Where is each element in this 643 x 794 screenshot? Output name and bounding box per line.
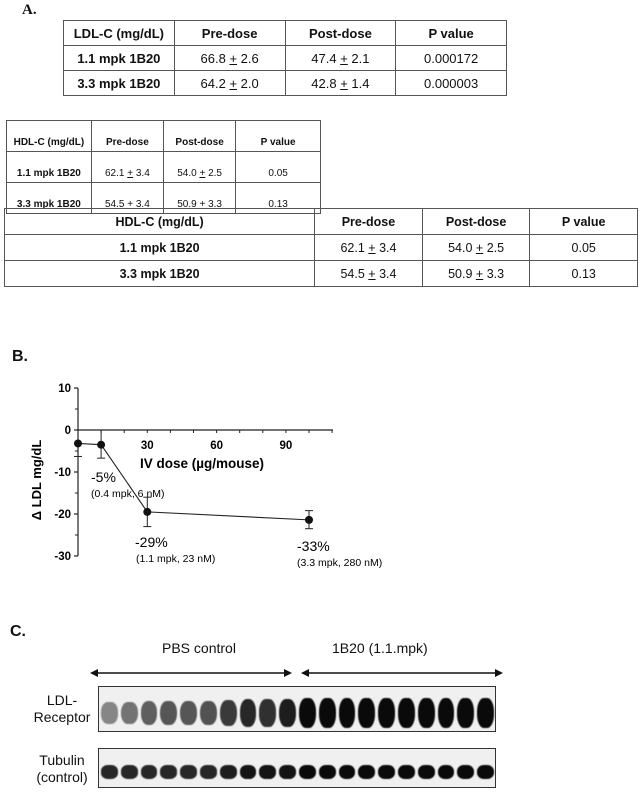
table-header: Post-dose	[285, 21, 396, 46]
table-row	[64, 71, 507, 96]
data-point	[74, 439, 82, 447]
table-header: P value	[530, 209, 638, 235]
blot-band	[378, 698, 395, 728]
table-header: Pre-dose	[315, 209, 423, 235]
pre-dose-cell: 66.8 + 2.6	[174, 46, 285, 71]
table-header: Post-dose	[163, 121, 235, 152]
table-header: Pre-dose	[174, 21, 285, 46]
annotation-pct: -33%	[297, 538, 330, 554]
row-label-ldlr: LDL- Receptor	[33, 692, 91, 725]
blot-band	[339, 698, 356, 728]
arrow-left-icon	[301, 669, 309, 677]
blot-band	[101, 765, 118, 778]
y-axis-ticks	[54, 383, 78, 563]
dose-response-chart	[0, 370, 420, 580]
blot-band	[358, 698, 375, 728]
blot-band	[240, 765, 257, 779]
annotation-detail: (1.1 mpk, 23 nM)	[136, 553, 216, 565]
post-dose-cell: 54.0 + 2.5	[163, 152, 235, 183]
pre-dose-cell: 64.2 + 2.0	[174, 71, 285, 96]
blot-band	[358, 765, 375, 779]
ldlr-blot	[98, 686, 496, 732]
pre-dose-cell: 62.1 + 3.4	[315, 235, 423, 261]
group-cell: 3.3 mpk 1B20	[7, 183, 92, 214]
svg-text:0: 0	[64, 425, 71, 437]
p-value-cell: 0.000003	[396, 71, 507, 96]
tubulin-blot	[98, 748, 496, 788]
blot-band	[418, 765, 435, 779]
annotation-pct: -29%	[135, 534, 168, 550]
pre-dose-cell: 54.5 + 3.4	[91, 183, 163, 214]
group-cell: 3.3 mpk 1B20	[5, 261, 315, 287]
blot-band	[339, 765, 356, 779]
data-point	[143, 508, 151, 516]
blot-band	[240, 699, 257, 727]
blot-band	[259, 699, 276, 726]
pre-dose-cell: 54.5 + 3.4	[315, 261, 423, 287]
annotation-detail: (0.4 mpk, 6 nM)	[91, 488, 165, 500]
group-arrows	[90, 666, 510, 680]
blot-band	[477, 698, 494, 728]
table-header: P value	[236, 121, 321, 152]
post-dose-cell: 42.8 + 1.4	[285, 71, 396, 96]
x-axis-ticks	[101, 430, 332, 452]
blot-band	[279, 765, 296, 779]
group-cell: 1.1 mpk 1B20	[5, 235, 315, 261]
table-row	[7, 152, 321, 183]
blot-band	[200, 701, 217, 726]
blot-band	[398, 765, 415, 779]
blot-band	[180, 701, 197, 726]
table-row	[5, 235, 638, 261]
blot-band	[220, 700, 237, 727]
table-header: HDL-C (mg/dL)	[7, 121, 92, 152]
p-value-cell: 0.000172	[396, 46, 507, 71]
svg-text:60: 60	[210, 440, 223, 452]
table-header: Post-dose	[422, 209, 530, 235]
arrow-right-icon	[495, 669, 503, 677]
blot-band	[378, 765, 395, 779]
table-header-row	[64, 21, 507, 46]
table-header: Pre-dose	[91, 121, 163, 152]
x-axis-label: IV dose (µg/mouse)	[140, 456, 265, 471]
blot-band	[200, 765, 217, 778]
table-header-row	[7, 121, 321, 152]
blot-band	[319, 698, 336, 728]
table-header: LDL-C (mg/dL)	[64, 21, 175, 46]
group-cell: 1.1 mpk 1B20	[7, 152, 92, 183]
panel-c-label: C.	[10, 623, 26, 640]
post-dose-cell: 47.4 + 2.1	[285, 46, 396, 71]
p-value-cell: 0.13	[530, 261, 638, 287]
svg-text:90: 90	[279, 440, 293, 452]
blot-band	[398, 698, 415, 728]
blot-band	[299, 765, 316, 779]
p-value-cell: 0.13	[236, 183, 321, 214]
blot-band	[457, 765, 474, 779]
svg-text:-10: -10	[54, 467, 71, 479]
panel-a-label: A.	[22, 2, 37, 18]
blot-band	[160, 701, 177, 726]
table-header: HDL-C (mg/dL)	[5, 209, 315, 235]
arrow-right-icon	[284, 669, 292, 677]
group-label-1b20: 1B20 (1.1.mpk)	[332, 640, 428, 656]
blot-band	[121, 765, 138, 778]
svg-text:-20: -20	[54, 509, 71, 521]
blot-band	[121, 702, 138, 725]
table-header: P value	[396, 21, 507, 46]
blot-band	[220, 765, 237, 778]
svg-text:30: 30	[140, 440, 154, 452]
panel-b-label: B.	[12, 348, 28, 365]
annotation-detail: (3.3 mpk, 280 nM)	[297, 557, 383, 569]
blot-band	[418, 698, 435, 728]
blot-band	[141, 701, 158, 725]
blot-band	[477, 765, 494, 779]
blot-band	[299, 698, 316, 728]
data-point	[97, 441, 105, 449]
ldl-table	[63, 20, 507, 96]
post-dose-cell: 50.9 + 3.3	[422, 261, 530, 287]
blot-band	[141, 765, 158, 778]
post-dose-cell: 54.0 + 2.5	[422, 235, 530, 261]
group-label-pbs: PBS control	[162, 640, 236, 656]
blot-band	[160, 765, 177, 778]
table-row	[5, 261, 638, 287]
post-dose-cell: 50.9 + 3.3	[163, 183, 235, 214]
blot-band	[438, 765, 455, 779]
y-axis-label: Δ LDL mg/dL	[29, 439, 44, 521]
blot-band	[101, 702, 118, 723]
blot-band	[279, 699, 296, 728]
blot-band	[438, 698, 455, 728]
blot-band	[180, 765, 197, 778]
data-point	[305, 516, 313, 524]
pre-dose-cell: 62.1 + 3.4	[91, 152, 163, 183]
blot-band	[259, 765, 276, 779]
annotation-pct: -5%	[91, 469, 116, 485]
table-row	[64, 46, 507, 71]
svg-text:10: 10	[58, 383, 71, 395]
p-value-cell: 0.05	[236, 152, 321, 183]
p-value-cell: 0.05	[530, 235, 638, 261]
arrow-left-icon	[90, 669, 98, 677]
row-label-tubulin: Tubulin (control)	[36, 752, 88, 785]
group-cell: 3.3 mpk 1B20	[64, 71, 175, 96]
hdl-table-large	[4, 208, 638, 287]
table-header-row	[5, 209, 638, 235]
blot-band	[457, 698, 474, 728]
svg-text:-30: -30	[54, 551, 71, 563]
group-cell: 1.1 mpk 1B20	[64, 46, 175, 71]
hdl-table-small	[6, 120, 321, 214]
blot-band	[319, 765, 336, 779]
